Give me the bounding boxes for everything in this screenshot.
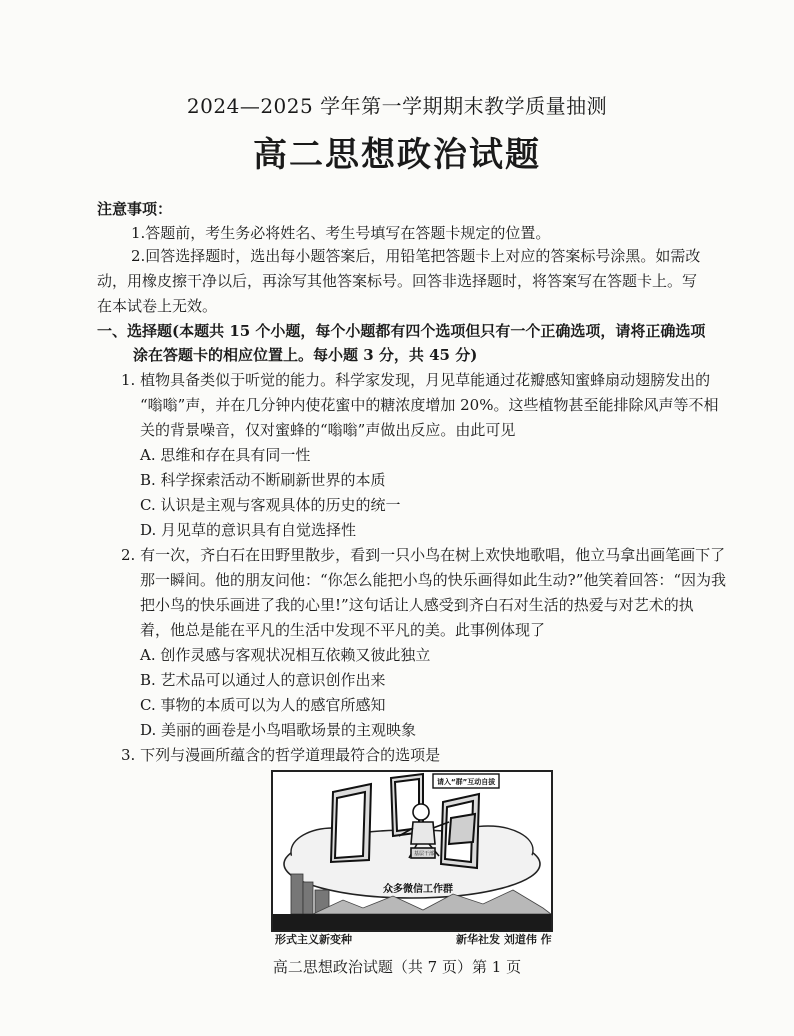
note-1: 1.答题前，考生务必将姓名、考生号填写在答题卡规定的位置。 — [131, 224, 551, 242]
page-title: 高二思想政治试题 — [253, 135, 541, 175]
figure-label: 基层干部 — [414, 851, 435, 857]
page-footer: 高二思想政治试题（共 7 页）第 1 页 — [272, 958, 522, 976]
q2-stem-line-2: 那一瞬间。他的朋友问他：“你怎么能把小鸟的快乐画得如此生动?”他笑着回答：“因为我 — [140, 571, 727, 589]
q1-option-b: B. 科学探索活动不断刷新世界的本质 — [140, 471, 386, 489]
cloud-label: 众多微信工作群 — [383, 884, 453, 895]
note-2-line-2: 动，用橡皮擦干净以后，再涂写其他答案标号。回答非选择题时，将答案写在答题卡上。写 — [97, 272, 698, 290]
cartoon-caption-credit: 新华社发 刘道伟 作 — [456, 933, 552, 946]
ground — [273, 914, 551, 930]
q1-stem-line-2: “嗡嗡”声，并在几分钟内使花蜜中的糖浓度增加 20%。这些植物甚至能排除风声等不相 — [140, 396, 719, 414]
q2-option-c: C. 事物的本质可以为人的感官所感知 — [140, 696, 386, 714]
q2-stem-line-3: 把小鸟的快乐画进了我的心里!”这句话让人感受到齐白石对生活的热爱与对艺术的执 — [140, 596, 694, 614]
note-2-line-3: 在本试卷上无效。 — [97, 297, 218, 315]
note-2-line-1: 2.回答选择题时，选出每小题答案后，用铅笔把答题卡上对应的答案标号涂黑。如需改 — [131, 247, 701, 265]
q2-option-b: B. 艺术品可以通过人的意识创作出来 — [140, 671, 386, 689]
q1-stem-line-1: 1. 植物具备类似于听觉的能力。科学家发现，月见草能通过花瓣感知蜜蜂扇动翅膀发出的 — [121, 371, 711, 389]
q2-stem-line-1: 2. 有一次，齐白石在田野里散步，看到一只小鸟在树上欢快地歌唱，他立马拿出画笔画下了 — [121, 546, 726, 564]
sign-text: 请入“群”互动自拔 — [437, 778, 496, 786]
q2-option-d: D. 美丽的画卷是小鸟唱歌场景的主观映象 — [140, 721, 417, 739]
section-1-heading-cont: 涂在答题卡的相应位置上。每小题 3 分，共 45 分) — [133, 346, 478, 364]
cartoon-caption-title: 形式主义新变种 — [275, 933, 352, 946]
q1-stem-line-3: 关的背景噪音，仅对蜜蜂的“嗡嗡”声做出反应。由此可见 — [140, 421, 516, 439]
exam-name: 2024—2025 学年第一学期期末教学质量抽测 — [186, 94, 608, 118]
notes-heading: 注意事项： — [97, 200, 173, 218]
q2-option-a: A. 创作灵感与客观状况相互依赖又彼此独立 — [140, 646, 431, 664]
section-1-heading: 一、选择题(本题共 15 个小题，每个小题都有四个选项但只有一个正确选项，请将正确选项 — [97, 322, 706, 340]
q1-option-a: A. 思维和存在具有同一性 — [140, 446, 311, 464]
sign-banner — [433, 774, 499, 788]
q1-option-c: C. 认识是主观与客观具体的历史的统一 — [140, 496, 401, 514]
q3-stem: 3. 下列与漫画所蕴含的哲学道理最符合的选项是 — [121, 746, 441, 764]
cartoon-illustration — [271, 770, 553, 932]
q2-stem-line-4: 着，他总是能在平凡的生活中发现不平凡的美。此事例体现了 — [140, 621, 546, 639]
q1-option-d: D. 月见草的意识具有自觉选择性 — [140, 521, 357, 539]
